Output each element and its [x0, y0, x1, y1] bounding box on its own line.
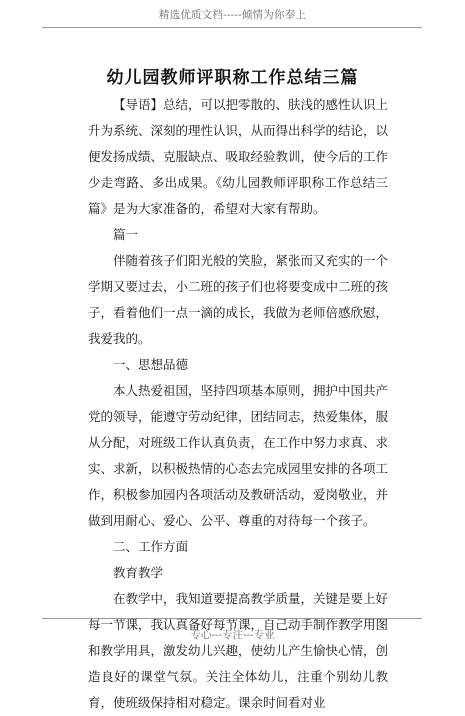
heading-teaching: 教育教学 [113, 565, 164, 580]
footer-divider [42, 618, 422, 619]
paragraph-2: 本人热爱祖国，坚持四项基本原则，拥护中国共产党的领导，能遵守劳动纪律，团结同志，热爱集体，服从分配，对班级工作认真负责，在工作中努力求真、求实、求新，以积极热情的心态去完成园里安排的各项工作，积极参加园内各项活动及教研活动，爱岗敬业，并做到用耐心、爱心、公平、尊重的对待每一个孩子。 [88, 383, 389, 528]
section-heading-1: 篇一 [113, 227, 139, 242]
heading-work-aspect: 二、工作方面 [113, 539, 189, 554]
page-footer: 专心---专注---专业 [190, 629, 275, 641]
document-title: 幼儿园教师评职称工作总结三篇 [106, 68, 359, 88]
paragraph-3: 在教学中，我知道要提高教学质量，关键是要上好每一节课，我认真备好每节课，自己动手制作教学用图和教学用具，激发幼儿兴趣，使幼儿产生愉快心情，创造良好的课堂气氛。关注全体幼儿，注重个别幼儿教育，使班级保持相对稳定。课余时间看对业 [88, 591, 389, 710]
page-header: 精选优质文档-----倾情为你奉上 [158, 9, 307, 21]
intro-paragraph: 【导语】总结，可以把零散的、肤浅的感性认识上升为系统、深刻的理性认识，从而得出科学的结论，以便发扬成绩、克服缺点、吸取经验教训，使今后的工作少走弯路、多出成果。《幼儿园教师评职称工作总结三篇》是为大家准备的，希望对大家有帮助。 [88, 97, 389, 216]
header-divider [42, 27, 422, 28]
paragraph-1: 伴随着孩子们阳光般的笑脸，紧张而又充实的一个学期又要过去，小二班的孩子们也将要变成中二班的孩子，看着他们一点一滴的成长，我做为老师倍感欣慰，我爱我的。 [88, 253, 389, 346]
document-body [88, 92, 388, 716]
heading-thought-morality: 一、思想品德 [113, 357, 189, 372]
